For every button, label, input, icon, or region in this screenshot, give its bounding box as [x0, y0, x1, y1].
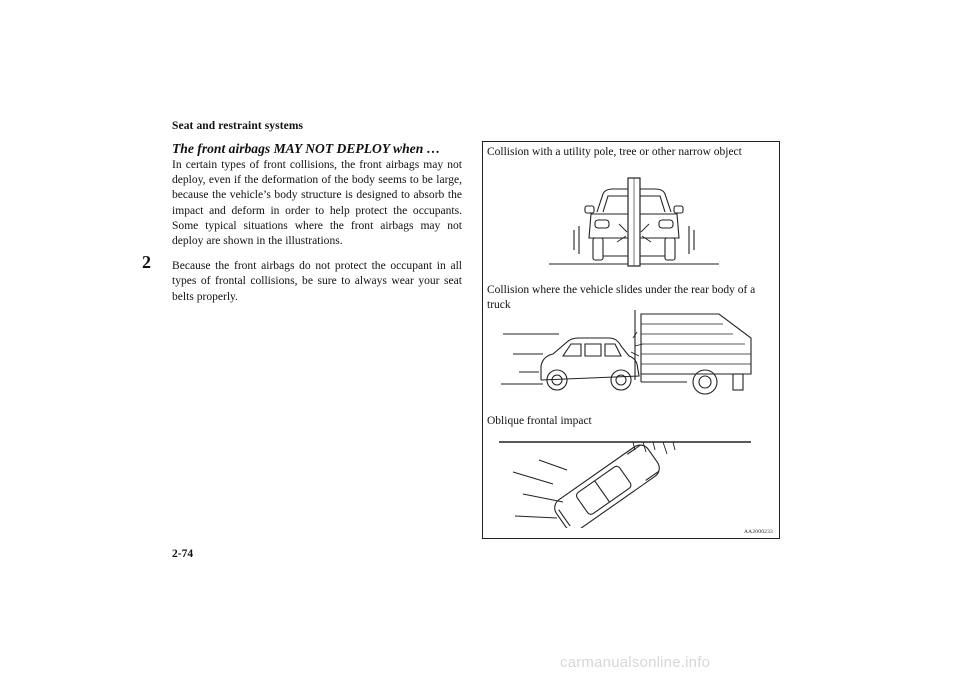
page-number: 2-74 — [172, 548, 194, 560]
figure-code: AA2000233 — [744, 529, 773, 535]
section-heading: The front airbags MAY NOT DEPLOY when … — [172, 141, 441, 156]
watermark: carmanualsonline.info — [560, 654, 711, 671]
paragraph-1: In certain types of front collisions, the front airbags may not deploy, even if the deformation of the body seems to be large, because the vehicle’s body structure is designed to absorb the impact and deform in order to help protect the occupants. Some typical situations where the front airbags may not deploy are shown in the illustrations. — [172, 159, 462, 248]
pole-collision-illustration — [483, 176, 779, 272]
paragraph-2: Because the front airbags do not protect the occupant in all types of frontal collisions, be sure to always wear your seat belts properly. — [172, 260, 462, 303]
truck-underride-illustration — [483, 310, 779, 404]
oblique-impact-illustration — [483, 436, 779, 528]
text-column — [172, 141, 462, 315]
caption-oblique-impact: Oblique frontal impact — [487, 415, 592, 427]
caption-pole-collision: Collision with a utility pole, tree or other narrow object — [487, 146, 742, 158]
section-header: Seat and restraint systems — [172, 120, 304, 132]
caption-truck-underride: Collision where the vehicle slides under the rear body of a truck — [487, 284, 756, 311]
illustration-figure — [482, 141, 780, 539]
chapter-number: 2 — [142, 252, 151, 272]
